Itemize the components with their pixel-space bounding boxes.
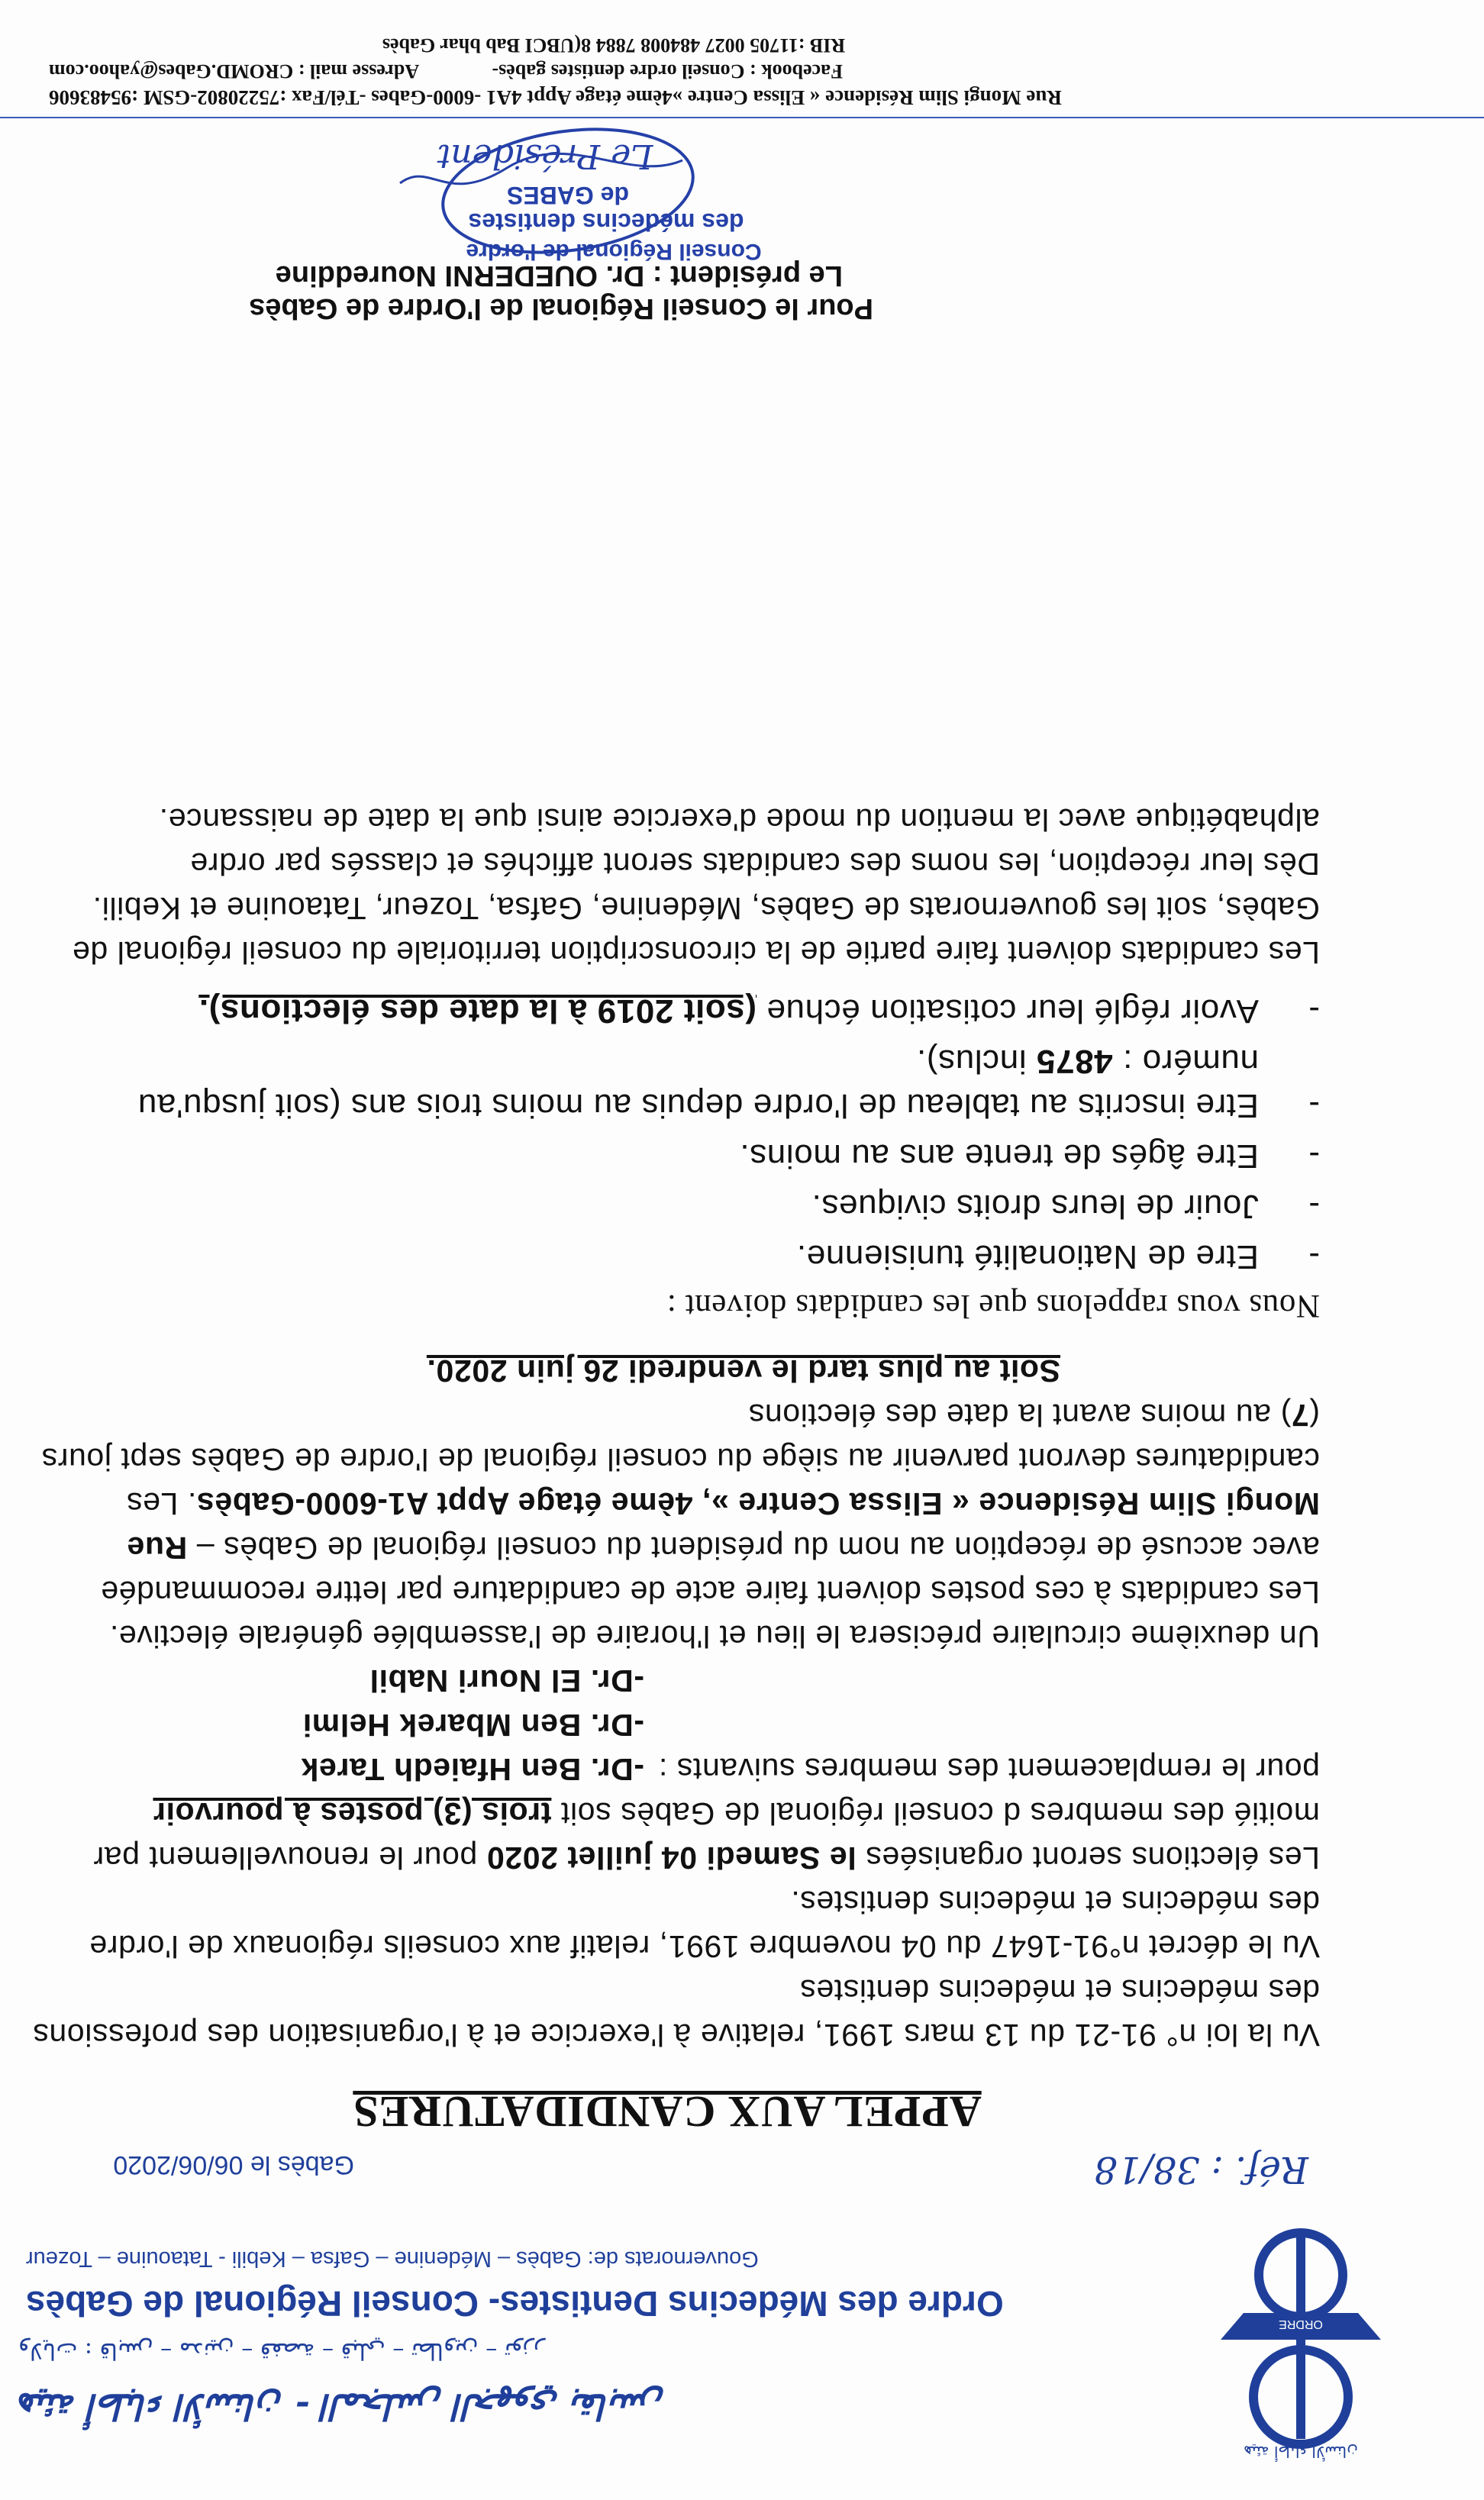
- stamp-line-3: de GABES: [506, 182, 630, 209]
- paragraph-second-circular: Un deuxième circulaire précisera le lieu et l'horaire de l'assemblée générale élective.: [109, 1619, 1320, 1654]
- signature-line-2: Le président : Dr. OUEDERNI Noureddine: [275, 260, 843, 292]
- deadline: Soit au plus tard le vendredi 26 juin 2020.: [426, 1353, 1060, 1389]
- footer-rib: RIB :11705 0027 484008 7884 8(UBCI Bab bhar Gabès: [382, 34, 846, 56]
- requirements-list: [30, 989, 1320, 1279]
- paragraph-candidature: Les candidats à ces postes doivent faire acte de candidature par lettre recommandée avec accusé de réception au nom du président du conseil régional de Gabès – Rue Mongi Slim Résidence « Elissa Centre », 4ème étage Appt A1-6000-Gabès. Les candidatures devront parvenir au siège du conseil régional de l'ordre de Gabès sept jours (7) au moins avant la date des élections: [41, 1398, 1320, 1610]
- signature-handwritten: Le Président: [437, 137, 653, 176]
- arabic-governorates: ولايات : قابس – مدنين – قفصة – قبلي – تطاوين – توزر: [18, 2337, 545, 2364]
- paragraph-reminder: Nous vous rappelons que les candidats doivent :: [666, 1288, 1320, 1324]
- member-3: -Dr. El Nouri Nabil: [369, 1663, 644, 1698]
- members-list: [30, 1659, 1320, 1792]
- document-date: Gabès le 06/06/2020: [113, 2150, 354, 2179]
- member-2: -Dr. Ben Mbarek Helmi: [302, 1708, 644, 1743]
- election-date: le Samedi 04 juillet 2020: [486, 1840, 857, 1876]
- arabic-org-title: هيئة أطباء الأسنان - المجلس الجهوي بقابس: [18, 2386, 664, 2427]
- paragraph-publication: Dès leur réception, les noms des candidats seront affichés et classés par ordre alphabétique avec la mention du mode d'exercice ainsi que la date de naissance.: [159, 802, 1320, 882]
- document-body: [30, 798, 1320, 2057]
- member-1: -Dr. Ben Hfaiedh Tarek: [301, 1752, 644, 1787]
- paragraph-decree: Vu le décret n°91-1647 du 04 novembre 1991, relatif aux conseils régionaux de l'ordre des médecins et médecins dentistes.: [89, 1885, 1320, 1964]
- paragraph-elections: Les élections seront organisées le Samedi 04 juillet 2020 pour le renouvellement par moitié des membres d conseil régional de Gabès soit trois (3) postes à pourvoir: [92, 1796, 1320, 1876]
- org-title: Ordre des Médecins Dentistes- Conseil Régional de Gabès: [26, 2284, 1004, 2324]
- posts-count: trois (3) postes à pourvoir: [153, 1796, 552, 1831]
- footer-address: Rue Mongi Slim Résidence « Elissa Centre »4ème étage Appt 4A1 -6000-Gabes -Tél/Fax :75220802-GSM :95483606: [49, 86, 1062, 109]
- logo-arabic-text: هيئة أطباء الأسنان: [1244, 2443, 1358, 2461]
- signature-line-1: Pour le Conseil Régional de l'Ordre de Gabès: [249, 292, 873, 324]
- council-address: Rue Mongi Slim Résidence « Elissa Centre », 4ème étage Appt A1-6000-Gabès: [126, 1486, 1320, 1566]
- paragraph-territory: Les candidats doivent faire partie de la circonscription territoriale du conseil régional de Gabès, soit les gouvernorats de Gabès, Médenine, Gafsa, Tozeur, Tataouine et Kebili.: [72, 891, 1320, 970]
- stamp-line-1: Conseil Régional de l'ordre: [466, 239, 762, 264]
- requirement-item: - Jouir de leurs droits civiques.: [30, 1184, 1320, 1228]
- requirement-item: - Etre âgés de trente ans au moins.: [30, 1134, 1320, 1178]
- logo-label: ORDRE: [1279, 2318, 1323, 2331]
- org-governorates: Gouvernorats de: Gabès – Médenine – Gafsa – Kebili - Tataouine – Tozeur: [26, 2247, 759, 2271]
- requirement-item: - Etre inscrits au tableau de l'ordre depuis au moins trois ans (soit jusqu'au numéro : 4875 inclus).: [30, 1039, 1320, 1127]
- document-title: APPEL AUX CANDIDATURES: [353, 2087, 982, 2137]
- requirement-item: - Avoir réglé leur cotisation échue (soit 2019 à la date des élections).: [30, 989, 1320, 1033]
- footer-email: Adresse mail : CROMD.Gabes@yahoo.com: [49, 60, 420, 82]
- order-logo-icon: [1205, 2218, 1396, 2469]
- requirement-item: - Etre de Nationalité tunisienne.: [30, 1234, 1320, 1279]
- footer-facebook: Facebook : Conseil ordre dentistes gabès-: [492, 60, 843, 82]
- reference-number: Réf. : 38/18: [1094, 2148, 1308, 2191]
- stamp-line-2: des médecins dentistes: [468, 208, 744, 236]
- paragraph-law: Vu la loi n° 91-21 du 13 mars 1991, relative à l'exercice et à l'organisation des professions des médecins et médecins dentistes: [32, 1973, 1320, 2053]
- footer: [0, 34, 1484, 118]
- members-lead: pour le remplacement des membres suivants :: [658, 1752, 1320, 1787]
- official-stamp-icon: [369, 122, 797, 275]
